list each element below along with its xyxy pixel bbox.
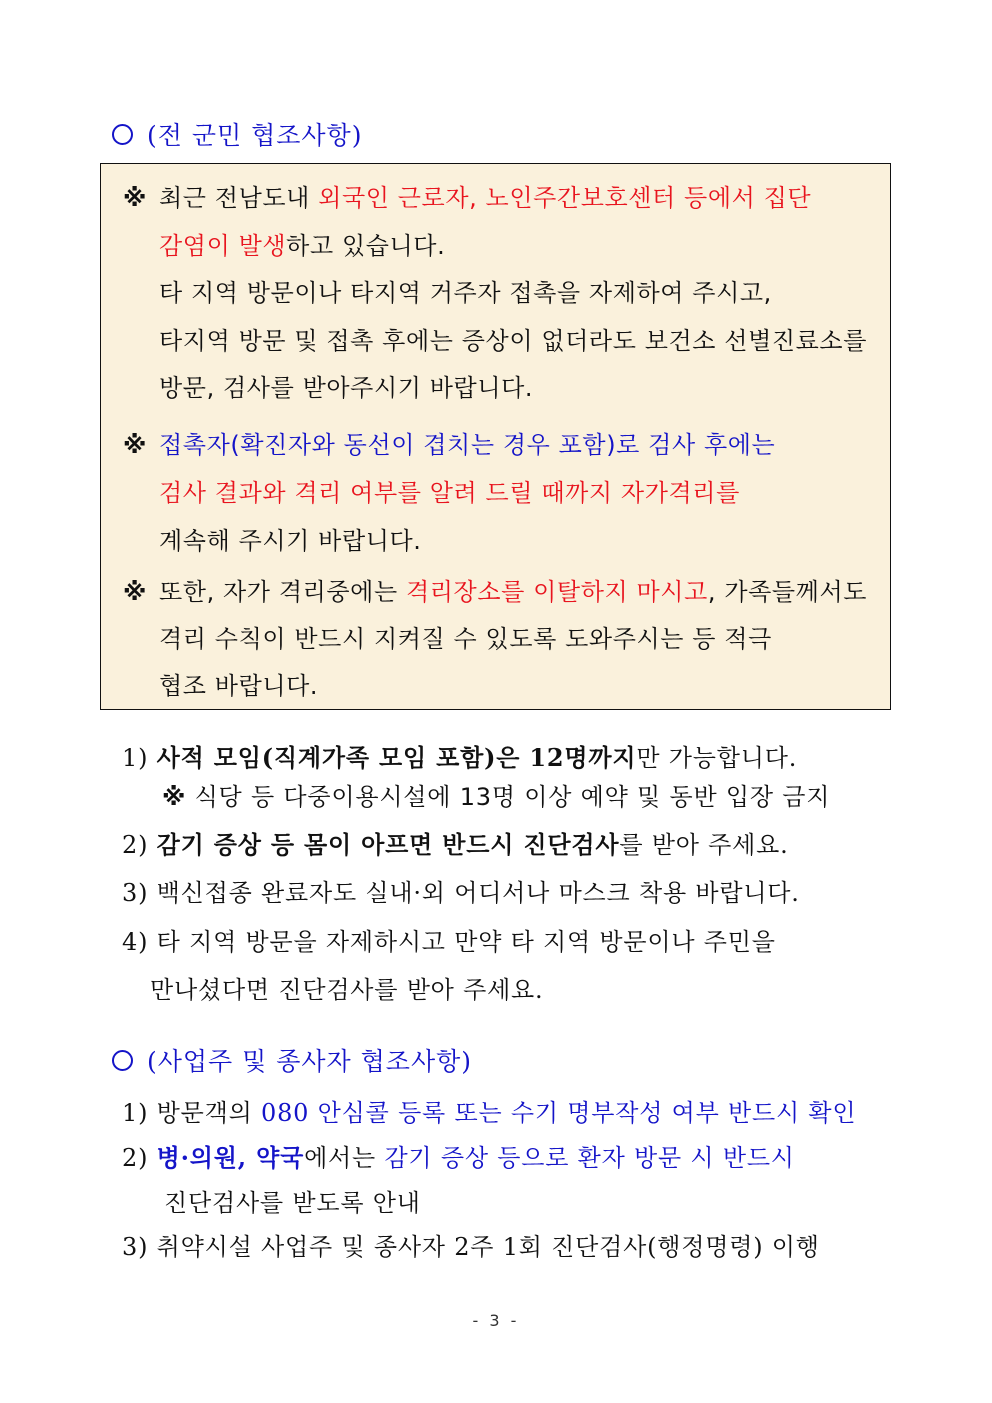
notice-item-1-line-1: ※ 최근 전남도내 외국인 근로자, 노인주간보호센터 등에서 집단 (123, 184, 812, 212)
section-heading-employers (112, 1042, 472, 1078)
resident-rule-2: 2) 감기 증상 등 몸이 아프면 반드시 진단검사를 받아 주세요. (122, 830, 789, 859)
notice-item-1-line-5: 방문, 검사를 받아주시기 바랍니다. (159, 374, 534, 402)
notice-item-2-line-2: 검사 결과와 격리 여부를 알려 드릴 때까지 자가격리를 (159, 479, 740, 507)
emphasis-text: 격리장소를 이탈하지 마시고 (405, 578, 708, 606)
reference-mark-icon: ※ (123, 431, 147, 459)
resident-rule-3: 3) 백신접종 완료자도 실내·외 어디서나 마스크 착용 바랍니다. (122, 879, 800, 907)
list-number: 2) (122, 831, 149, 859)
reference-mark-icon: ※ (123, 184, 147, 212)
employer-rule-1: 1) 방문객의 080 안심콜 등록 또는 수기 명부작성 여부 반드시 확인 (122, 1099, 857, 1127)
reference-mark-icon: ※ (162, 783, 187, 811)
employer-rule-2-line-2: 진단검사를 받도록 안내 (164, 1189, 421, 1217)
hollow-circle-bullet-icon (112, 124, 133, 145)
hollow-circle-bullet-icon (112, 1050, 133, 1071)
notice-box (100, 163, 891, 710)
resident-rule-1-note: ※ 식당 등 다중이용시설에 13명 이상 예약 및 동반 입장 금지 (162, 783, 831, 811)
list-number: 1) (122, 744, 149, 772)
page-number: - 3 - (472, 1311, 520, 1330)
notice-item-3-line-2: 격리 수칙이 반드시 지켜질 수 있도록 도와주시는 등 적극 (159, 625, 772, 653)
section-heading-residents (112, 116, 362, 152)
list-number: 3) (122, 1233, 149, 1261)
employer-rule-2-line-1: 2) 병·의원, 약국에서는 감기 증상 등으로 환자 방문 시 반드시 (122, 1143, 795, 1172)
emphasis-text: 감염이 발생 (159, 232, 287, 260)
notice-item-1-line-2: 감염이 발생하고 있습니다. (159, 232, 446, 260)
employer-rule-3: 3) 취약시설 사업주 및 종사자 2주 1회 진단검사(행정명령) 이행 (122, 1233, 820, 1261)
notice-item-3-line-3: 협조 바랍니다. (159, 672, 319, 700)
notice-item-1-line-4: 타지역 방문 및 접촉 후에는 증상이 없더라도 보건소 선별진료소를 (159, 327, 867, 355)
resident-rule-4-line-1: 4) 타 지역 방문을 자제하시고 만약 타 지역 방문이나 주민을 (122, 928, 776, 956)
emphasis-text: 외국인 근로자, 노인주간보호센터 등에서 집단 (318, 184, 812, 212)
section-title: (사업주 및 종사자 협조사항) (147, 1047, 472, 1076)
resident-rule-1: 1) 사적 모임(직계가족 모임 포함)은 12명까지만 가능합니다. (122, 743, 798, 772)
list-number: 2) (122, 1144, 149, 1172)
notice-item-2-line-3: 계속해 주시기 바랍니다. (159, 527, 422, 555)
resident-rule-4-line-2: 만나셨다면 진단검사를 받아 주세요. (150, 976, 544, 1004)
notice-item-3-line-1: ※ 또한, 자가 격리중에는 격리장소를 이탈하지 마시고, 가족들께서도 (123, 578, 868, 606)
reference-mark-icon: ※ (123, 578, 147, 606)
notice-item-1-line-3: 타 지역 방문이나 타지역 거주자 접촉을 자제하여 주시고, (159, 279, 772, 307)
list-number: 1) (122, 1099, 149, 1127)
notice-item-2-line-1: ※ 접촉자(확진자와 동선이 겹치는 경우 포함)로 검사 후에는 (123, 431, 776, 459)
list-number: 4) (122, 928, 149, 956)
section-title: (전 군민 협조사항) (147, 121, 363, 150)
list-number: 3) (122, 879, 149, 907)
